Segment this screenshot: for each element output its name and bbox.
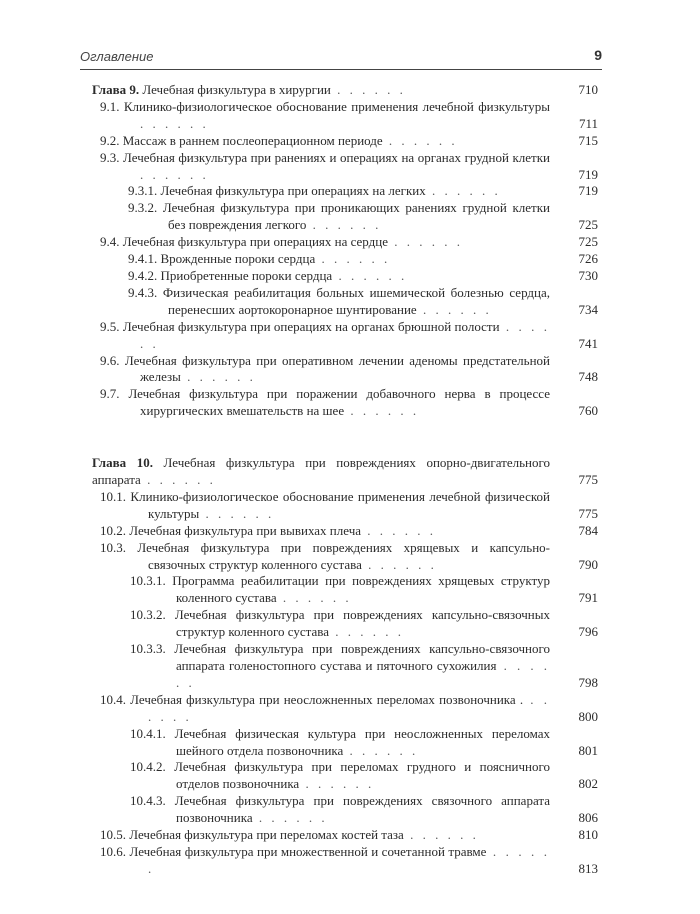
toc-entry[interactable]: [92, 540, 598, 574]
toc-entry-title: 10.6. Лечебная физкультура при множественной и сочетанной травме: [100, 843, 487, 859]
toc-entry-title: 9.4. Лечебная физкультура при операциях на сердце: [100, 234, 388, 250]
leader-dots: . . . . . .: [403, 827, 479, 843]
table-of-contents: [92, 82, 598, 878]
leader-dots: . . . . . .: [361, 556, 437, 572]
leader-dots: . . . . . .: [344, 403, 420, 419]
toc-page-number: 719: [578, 183, 598, 199]
toc-entry[interactable]: [92, 353, 598, 387]
toc-entry-title: 9.4.2. Приобретенные пороки сердца: [128, 267, 333, 283]
toc-entry[interactable]: [92, 523, 598, 540]
toc-entry-title: 10.3.2. Лечебная физкультура при повреждениях капсульно-связочных структур коленного сустава: [130, 607, 550, 640]
leader-dots: . . . . . .: [148, 691, 550, 724]
leader-dots: . . . . . .: [330, 82, 406, 97]
leader-dots: . . . . . .: [276, 590, 352, 606]
toc-entry[interactable]: [92, 386, 598, 420]
toc-entry[interactable]: [92, 183, 598, 200]
toc-page-number: 806: [578, 810, 598, 826]
toc-entry-title: 9.4.1. Врожденные пороки сердца: [128, 251, 316, 267]
toc-page-number: 796: [578, 624, 598, 640]
toc-entry-title: 10.4.2. Лечебная физкультура при переломах грудного и поясничного отделов позвоночника: [130, 759, 550, 792]
toc-page-number: 715: [578, 132, 598, 148]
header-title: Оглавление: [80, 49, 154, 64]
toc-entry[interactable]: [92, 489, 598, 523]
toc-page-number: 710: [578, 82, 598, 97]
toc-entry[interactable]: [92, 150, 598, 184]
leader-dots: . . . . . .: [382, 132, 458, 148]
toc-entry[interactable]: [92, 234, 598, 251]
leader-dots: . . . . . .: [361, 522, 437, 538]
toc-page-number: 734: [578, 301, 598, 317]
toc-entry-title: 9.6. Лечебная физкультура при оперативном лечении аденомы предстательной железы: [100, 352, 550, 385]
leader-dots: . . . . . .: [140, 318, 550, 351]
toc-entry[interactable]: [92, 827, 598, 844]
toc-entry-title: 9.5. Лечебная физкультура при операциях на органах брюшной полости: [100, 318, 500, 334]
toc-page-number: 801: [578, 742, 598, 758]
toc-page-number: 730: [578, 267, 598, 283]
toc-entry[interactable]: [92, 319, 598, 353]
toc-page-number: 719: [578, 166, 598, 182]
toc-entry-title: 10.2. Лечебная физкультура при вывихах плеча: [100, 522, 362, 538]
chapter-10-section: [92, 455, 598, 878]
toc-entry[interactable]: [92, 285, 598, 319]
toc-entry-title: 9.4.3. Физическая реабилитация больных ишемической болезнью сердца, перенесших аортокоронарное шунтирование: [128, 284, 550, 317]
toc-page-number: 784: [578, 522, 598, 538]
toc-entry-title: 9.7. Лечебная физкультура при поражении добавочного нерва в процессе хирургических вмешательств на шее: [100, 386, 550, 419]
toc-page-number: 711: [578, 115, 598, 131]
chapter-heading[interactable]: [92, 82, 598, 99]
toc-entry-title: 10.4.3. Лечебная физкультура при повреждениях связочного аппарата позвоночника: [130, 793, 550, 826]
toc-page-number: 810: [578, 827, 598, 843]
leader-dots: . . . . . .: [425, 183, 501, 199]
leader-dots: . . . . . .: [252, 810, 328, 826]
toc-page-number: 726: [578, 251, 598, 267]
toc-entry-title: 10.1. Клинико-физиологическое обоснование применения лечебной физической культуры: [100, 488, 550, 521]
toc-entry[interactable]: [92, 641, 598, 692]
toc-entry-title: 10.4.1. Лечебная физическая культура при неосложненных переломах шейного отдела позвоночника: [130, 725, 550, 758]
toc-page-number: 725: [578, 234, 598, 250]
toc-entry[interactable]: [92, 726, 598, 760]
toc-entry[interactable]: [92, 251, 598, 268]
toc-page-number: 791: [578, 590, 598, 606]
leader-dots: . . . . . .: [343, 742, 419, 758]
toc-entry-title: 10.4. Лечебная физкультура при неосложненных переломах позвоночника .: [100, 691, 524, 707]
toc-page-number: 800: [578, 708, 598, 724]
toc-page-number: 802: [578, 776, 598, 792]
toc-entry-title: 9.3.1. Лечебная физкультура при операциях на легких: [128, 183, 426, 199]
toc-page-number: 813: [578, 860, 598, 876]
leader-dots: . . . . . .: [148, 843, 550, 876]
toc-page-number: 775: [578, 505, 598, 521]
leader-dots: . . . . . .: [199, 505, 275, 521]
toc-page-number: 775: [578, 472, 598, 488]
toc-entry-title: 9.1. Клинико-физиологическое обоснование применения лечебной физкультуры: [100, 98, 550, 114]
leader-dots: . . . . . .: [328, 624, 404, 640]
toc-entry-title: 9.2. Массаж в раннем послеоперационном периоде: [100, 132, 383, 148]
toc-entry[interactable]: [92, 844, 598, 878]
toc-entry-title: 9.3.2. Лечебная физкультура при проникающих ранениях грудной клетки без повреждения легкого: [128, 200, 550, 233]
toc-entry[interactable]: [92, 99, 598, 133]
toc-page-number: 725: [578, 217, 598, 233]
toc-entry[interactable]: [92, 573, 598, 607]
toc-page-number: 748: [578, 369, 598, 385]
toc-page-number: 741: [578, 335, 598, 351]
leader-dots: . . . . . .: [140, 115, 209, 131]
toc-entry-title: 10.5. Лечебная физкультура при переломах костей таза: [100, 827, 404, 843]
running-header: [80, 47, 602, 70]
toc-entry-title: Глава 10. Лечебная физкультура при повреждениях опорно-двигательного аппарата: [92, 455, 551, 488]
leader-dots: . . . . . .: [299, 776, 375, 792]
toc-page-number: 790: [578, 556, 598, 572]
chapter-9-section: [92, 82, 598, 420]
toc-entry-title: 9.3. Лечебная физкультура при ранениях и операциях на органах грудной клетки: [100, 149, 550, 165]
leader-dots: . . . . . .: [176, 658, 550, 690]
toc-entry-title: 10.3. Лечебная физкультура при повреждениях хрящевых и капсульно-связочных структур коленного сустава: [100, 539, 550, 572]
toc-entry[interactable]: [92, 200, 598, 234]
leader-dots: . . . . . .: [387, 234, 463, 250]
header-page-number: 9: [594, 47, 602, 63]
toc-entry-title: Глава 9. Лечебная физкультура в хирургии: [92, 82, 331, 97]
toc-entry-title: 10.3.3. Лечебная физкультура при повреждениях капсульно-связочного аппарата голеностопного сустава и пяточного сухожилия: [130, 641, 550, 673]
toc-entry[interactable]: [92, 692, 598, 726]
toc-page-number: 760: [578, 403, 598, 419]
toc-entry[interactable]: [92, 607, 598, 641]
leader-dots: . . . . . .: [315, 251, 391, 267]
leader-dots: . . . . . .: [306, 217, 382, 233]
leader-dots: . . . . . .: [416, 301, 492, 317]
chapter-divider: [92, 420, 598, 455]
toc-entry[interactable]: [92, 268, 598, 285]
toc-entry[interactable]: [92, 133, 598, 150]
toc-entry[interactable]: [92, 759, 598, 793]
leader-dots: . . . . . .: [332, 267, 408, 283]
leader-dots: . . . . . .: [180, 369, 256, 385]
toc-page-number: 798: [578, 674, 598, 690]
leader-dots: . . . . . .: [140, 166, 209, 182]
toc-entry[interactable]: [92, 793, 598, 827]
leader-dots: . . . . . .: [140, 472, 216, 488]
chapter-heading[interactable]: [92, 455, 598, 489]
toc-entry-title: 10.3.1. Программа реабилитации при повреждениях хрящевых структур коленного сустава: [130, 573, 550, 606]
